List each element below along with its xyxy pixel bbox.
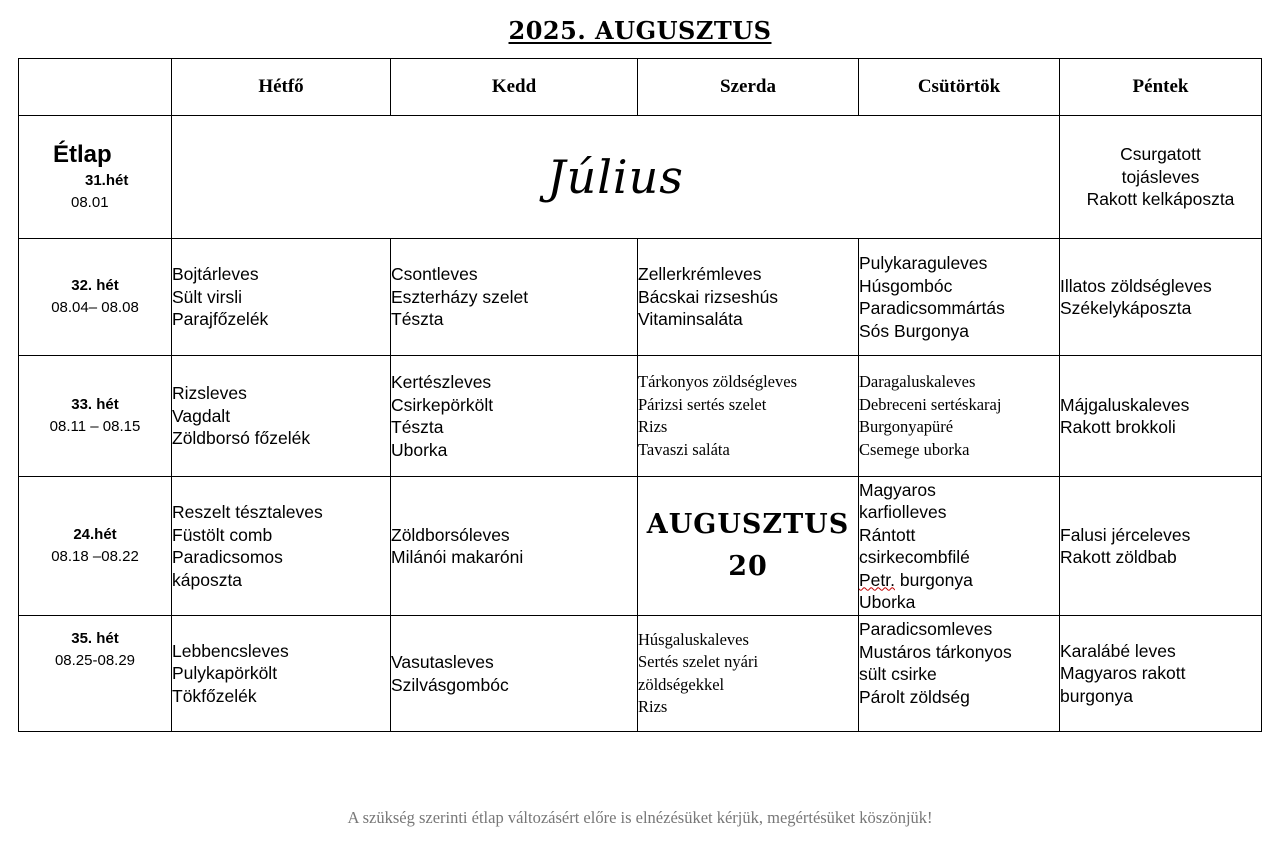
tuesday-meal-cell [391,356,638,477]
meal-item: Pulykaraguleves [859,253,988,273]
week-number: 35. hét [71,630,119,647]
page-title: 2025. AUGUSZTUS [508,16,772,45]
meal-item: Uborka [859,592,916,612]
header-row [19,59,1262,116]
meal-item: Burgonyapüré [859,417,954,436]
monday-meal-cell [172,616,391,732]
week-dates: 08.11 – 08.15 [49,418,141,435]
meal-item: Bácskai rizseshús [638,286,779,307]
friday-meal-cell [1060,477,1262,616]
meal-item: Rizsleves [172,383,247,404]
week-dates: 08.04– 08.08 [51,299,139,316]
week-label-cell [19,239,172,356]
meal-item: Lebbencsleves [172,640,289,661]
thursday-meal-cell [859,477,1060,616]
meal-item: Csemege uborka [859,439,970,459]
meal-item: Eszterházy szelet [391,286,529,307]
week-dates: 08.25-08.29 [54,652,136,669]
meal-item: Vitaminsaláta [638,309,743,330]
meal-item: zöldségekkel [638,674,725,694]
monday-meal-cell [172,356,391,477]
meal-item: Párizsi sertés szelet [638,394,767,414]
meal-item: Rakott kelkáposzta [1086,189,1235,210]
spellcheck-word: Petr. [859,569,895,590]
friday-meal-cell [1060,239,1262,356]
monday-meal-cell [172,239,391,356]
meal-item: Vagdalt [172,405,231,426]
meal-item: Sült virsli [172,286,243,307]
meal-item: Szilvásgombóc [391,674,509,695]
menu-table [18,58,1262,732]
meal-item: Falusi jérceleves [1060,524,1191,545]
week-number: 32. hét [71,277,119,294]
meal-item: Mustáros tárkonyos [859,641,1012,662]
meal-item: Kertészleves [391,372,492,392]
meal-item: Tökfőzelék [172,685,257,706]
meal-item: Parajfőzelék [172,309,269,330]
etlap-label: Étlap [53,141,112,168]
meal-item: Rakott brokkoli [1060,417,1176,437]
wednesday-meal-cell [638,616,859,732]
day-header-wednesday: Szerda [638,59,859,116]
meal-item: burgonya [1060,685,1133,706]
meal-item: Rizs [638,417,668,436]
meal-item: Paradicsomos [172,547,283,567]
friday-meal-cell [1060,356,1262,477]
meal-item: Paradicsommártás [859,298,1005,318]
meal-item: Debreceni sertéskaraj [859,394,1002,414]
meal-item: Rizs [638,697,668,716]
meal-item: Tavaszi saláta [638,439,730,459]
friday-meal-cell [1060,116,1262,239]
wednesday-meal-cell [638,239,859,356]
holiday-month: AUGUSZTUS [646,509,850,540]
wednesday-meal-cell [638,356,859,477]
meal-item: Bojtárleves [172,264,259,285]
meal-item: Csirkepörkölt [391,394,494,415]
meal-item: sült csirke [859,664,937,684]
footer-note: A szükség szerinti étlap változásért előre is elnézésüket kérjük, megértésüket köszönjük! [347,808,933,827]
meal-item: Májgaluskaleves [1060,394,1190,415]
meal-item: káposzta [172,569,243,590]
meal-item [859,569,1059,592]
meal-item: Milánói makaróni [391,547,524,567]
week-label-cell [19,477,172,616]
meal-item: csirkecombfilé [859,547,970,567]
meal-item: Zöldborsóleves [391,524,510,545]
meal-item: Székelykáposzta [1060,298,1192,318]
meal-item: Illatos zöldségleves [1060,275,1212,296]
week-row-35 [19,616,1262,732]
day-header-tuesday: Kedd [391,59,638,116]
meal-item-rest: burgonya [895,569,973,590]
tuesday-meal-cell [391,477,638,616]
week-label-cell [19,616,172,732]
meal-item: Tészta [391,309,444,330]
july-merged-cell: Július [172,116,1060,239]
week-label-cell [19,356,172,477]
meal-item: Vasutasleves [391,652,494,672]
meal-item: Tészta [391,417,444,437]
meal-item: Paradicsomleves [859,619,993,639]
meal-item: Pulykapörkölt [172,663,278,684]
week-row-32 [19,239,1262,356]
meal-item: Sós Burgonya [859,320,969,341]
tuesday-meal-cell [391,239,638,356]
thursday-meal-cell [859,239,1060,356]
meal-item: Reszelt tésztaleves [172,502,323,522]
week-number: 24.hét [73,526,117,543]
meal-item: Zöldborsó főzelék [172,428,311,449]
meal-item: Rakott zöldbab [1060,547,1177,567]
day-header-friday: Péntek [1060,59,1262,116]
week-row-31 [19,116,1262,239]
week-number: 33. hét [71,396,119,413]
monday-meal-cell [172,477,391,616]
meal-item: Húsgaluskaleves [638,629,749,649]
week-row-34 [19,477,1262,616]
thursday-meal-cell [859,356,1060,477]
meal-item: Rántott [859,524,916,545]
meal-item: Füstölt comb [172,524,273,545]
tuesday-meal-cell [391,616,638,732]
meal-item: Csurgatott [1120,144,1201,165]
holiday-day: 20 [728,551,768,582]
week-row-33 [19,356,1262,477]
meal-item: Magyaros [859,479,936,500]
meal-item: Húsgombóc [859,275,953,296]
day-header-monday: Hétfő [172,59,391,116]
friday-meal-cell [1060,616,1262,732]
week-dates: 08.01 [71,194,109,211]
week-dates: 08.18 –08.22 [51,548,139,565]
meal-item: tojásleves [1121,166,1200,187]
week-label-cell [19,116,172,239]
day-header-thursday: Csütörtök [859,59,1060,116]
holiday-cell [638,477,859,616]
meal-item: Sertés szelet nyári [638,652,759,671]
meal-item: Daragaluskaleves [859,372,976,391]
meal-item: Csontleves [391,264,478,285]
meal-item: Uborka [391,439,448,460]
meal-item: karfiolleves [859,502,947,522]
corner-cell [19,59,172,116]
meal-item: Tárkonyos zöldségleves [638,372,797,391]
meal-item: Párolt zöldség [859,686,970,707]
meal-item: Magyaros rakott [1060,663,1186,684]
meal-item: Karalábé leves [1060,640,1176,661]
meal-item: Zellerkrémleves [638,264,762,285]
thursday-meal-cell [859,616,1060,732]
week-number: 31.hét [85,172,129,189]
